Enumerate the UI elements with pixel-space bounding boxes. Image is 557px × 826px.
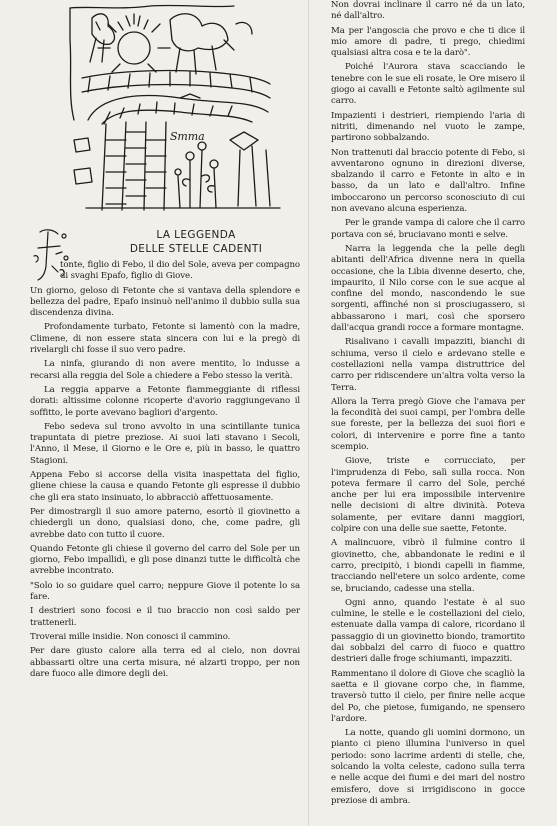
paragraph: Febo sedeva sul trono avvolto in una scintillante tunica trapuntata di pietre preziose. Ai suoi lati stavano i Secoli, l'Anno, il Mese, il Giorno e le Ore e, più in basso, le quattro Stagioni. [30,421,300,466]
paragraph: Troverai mille insidie. Non conosci il cammino. [30,631,231,642]
paragraph: tonte, figlio di Febo, il dio del Sole, aveva per compagno di svaghi Epafo, figlio di Giove. [60,260,300,282]
paragraph: Ma per l'angoscia che provo e che ti dice il mio amore di padre, ti prego, chiedimi qualsiasi altra cosa e te la darò". [331,25,525,59]
paragraph: Impazienti i destrieri, riempiendo l'aria di nitriti, dimenando nel vuoto le zampe, partirono sobbalzando. [331,110,525,144]
title-block [30,226,300,282]
paragraph: Profondamente turbato, Fetonte si lamentò con la madre, Climene, di non essere stata sincera con lui e la pregò di rivelargli chi fosse il suo vero padre. [30,322,300,356]
paragraph: Appena Febo si accorse della visita inaspettata del figlio, gliene chiese la causa e quando Fetonte gli espresse il dubbio che gli era stato insinuato, lo abbracciò affettuosamente. [30,470,300,503]
paragraph: Non trattenuti dal braccio potente di Febo, si avventarono ognuno in direzioni diverse, sbalzando il carro e Fetonte in alto e in basso, da un lato e dall'altro. Infine imboccarono un percorso sconosciuto di cui non avevano alcuna esperienza. [331,147,525,215]
paragraph: La reggia apparve a Fetonte fiammeggiante di riflessi dorati: altissime colonne ricoperte d'avorio raggiungevano il soffitto, le porte avevano bagliori d'argento. [30,384,300,418]
paragraph: Per dimostrargli il suo amore paterno, esortò il giovinetto a chiedergli un dono, qualsiasi dono, che, come padre, gli avrebbe dato con tutto il cuore. [30,506,300,540]
paragraph: Risalivano i cavalli impazziti, bianchi di schiuma, verso il cielo e ardevano stelle e costellazioni nella vampa distruttrice del carro per ridiscendere un'altra volta verso la Terra. [331,337,525,393]
paragraph: La notte, quando gli uomini dormono, un pianto ci pieno illumina l'universo in quel periodo: sono lacrime ardenti di stelle, che, solcando la volta celeste, cadono sulla terra e nelle acque dei fiumi e dei mari del nostro emisfero, dove si irrigidiscono in gocce preziose di ambra. [331,728,525,806]
chariot-drawing-icon [30,0,300,212]
paragraph: Quando Fetonte gli chiese il governo del carro del Sole per un giorno, Febo impallidì, e gli pose dinanzi tutte le difficoltà che avrebbe incontrato. [30,543,300,577]
right-column [331,0,525,810]
paragraph: Non dovrai inclinare il carro né da un lato, né dall'altro. [331,0,525,22]
paragraph: I destrieri sono focosi e il tuo braccio non così saldo per trattenerli. [30,606,300,628]
decorative-initial-f-icon [32,226,74,284]
paragraph: Ogni anno, quando l'estate è al suo culmine, le stelle e le costellazioni del cielo, estenuate dalla vampa di calore, ricordano il passaggio di un giovinetto biondo, tramortito dai sobbalzi del carro di fuoco e quattro destrieri dalle froge schiumanti, impazziti. [331,597,525,665]
title-line-1: LA LEGGENDA [156,229,236,241]
paragraph: Rammentano il dolore di Giove che scagliò la saetta e il giovane corpo che, in fiamme, traversò tutto il cielo, per finire nelle acque del Po, che pietose, fumigando, ne spensero l'ardore. [331,668,525,724]
title-line-2: DELLE STELLE CADENTI [129,243,263,255]
paragraph: "Solo io so guidare quel carro; neppure Giove il potente lo sa fare. [30,580,300,603]
paragraph: Per dare giusto calore alla terra ed al cielo, non dovrai abbassarti oltre una certa misura, né alzarti troppo, per non dare fuoco alle dimore degli dei. [30,646,300,679]
paragraph: Giove, triste e corrucciato, per l'imprudenza di Febo, salì sulla rocca. Non poteva fermare il carro del Sole, perché anche per lui era impossibile intervenire nelle decisioni di altre divinità. Poteva solamente, per evitare danni maggiori, colpire con una delle sue saette, Fetonte. [331,456,525,535]
left-column [30,0,300,683]
paragraph: A malincuore, vibrò il fulmine contro il giovinetto, che, abbandonate le redini e il carro, precipitò, i biondi capelli in fiamme, tracciando nell'etere un solco ardente, come se, bruciando, cadesse una stella. [331,538,525,594]
column-divider [308,0,309,826]
illustration [30,0,300,212]
paragraph: Narra la leggenda che la pelle degli abitanti dell'Africa divenne nera in quella occasione, che la Libia divenne deserto, che, impaurito, il Nilo corse con le sue acque al confine del mondo, nascondendo le sue sorgenti, affinché non si prosciugassero, si abbassarono i mari, così che sporsero dall'acqua grandi rocce a formare montagne. [331,243,525,334]
illustration-signature: Smma [170,130,205,143]
paragraph: Un giorno, geloso di Fetonte che si vantava della splendore e bellezza del padre, Epafo insinuò nell'animo il dubbio sulla sua discendenza divina. [30,285,300,319]
paragraph: Poiché l'Aurora stava scacciando le tenebre con le sue eli rosate, le Ore misero il giogo ai cavalli e Fetonte saltò agilmente sul carro. [331,62,525,107]
paragraph: Per le grande vampa di calore che il carro portava con sé, bruciavano monti e selve. [331,218,525,240]
story-title [96,228,296,256]
paragraph: Allora la Terra pregò Giove che l'amava per la fecondità dei suoi campi, per l'ombra delle sue foreste, per la bellezza dei suoi fiori e colori, di intervenire e porre fine a tanto scempio. [331,396,525,452]
paragraph: La ninfa, giurando di non avere mentito, lo indusse a recarsi alla reggia del Sole a chiedere a Febo stesso la verità. [30,359,300,381]
